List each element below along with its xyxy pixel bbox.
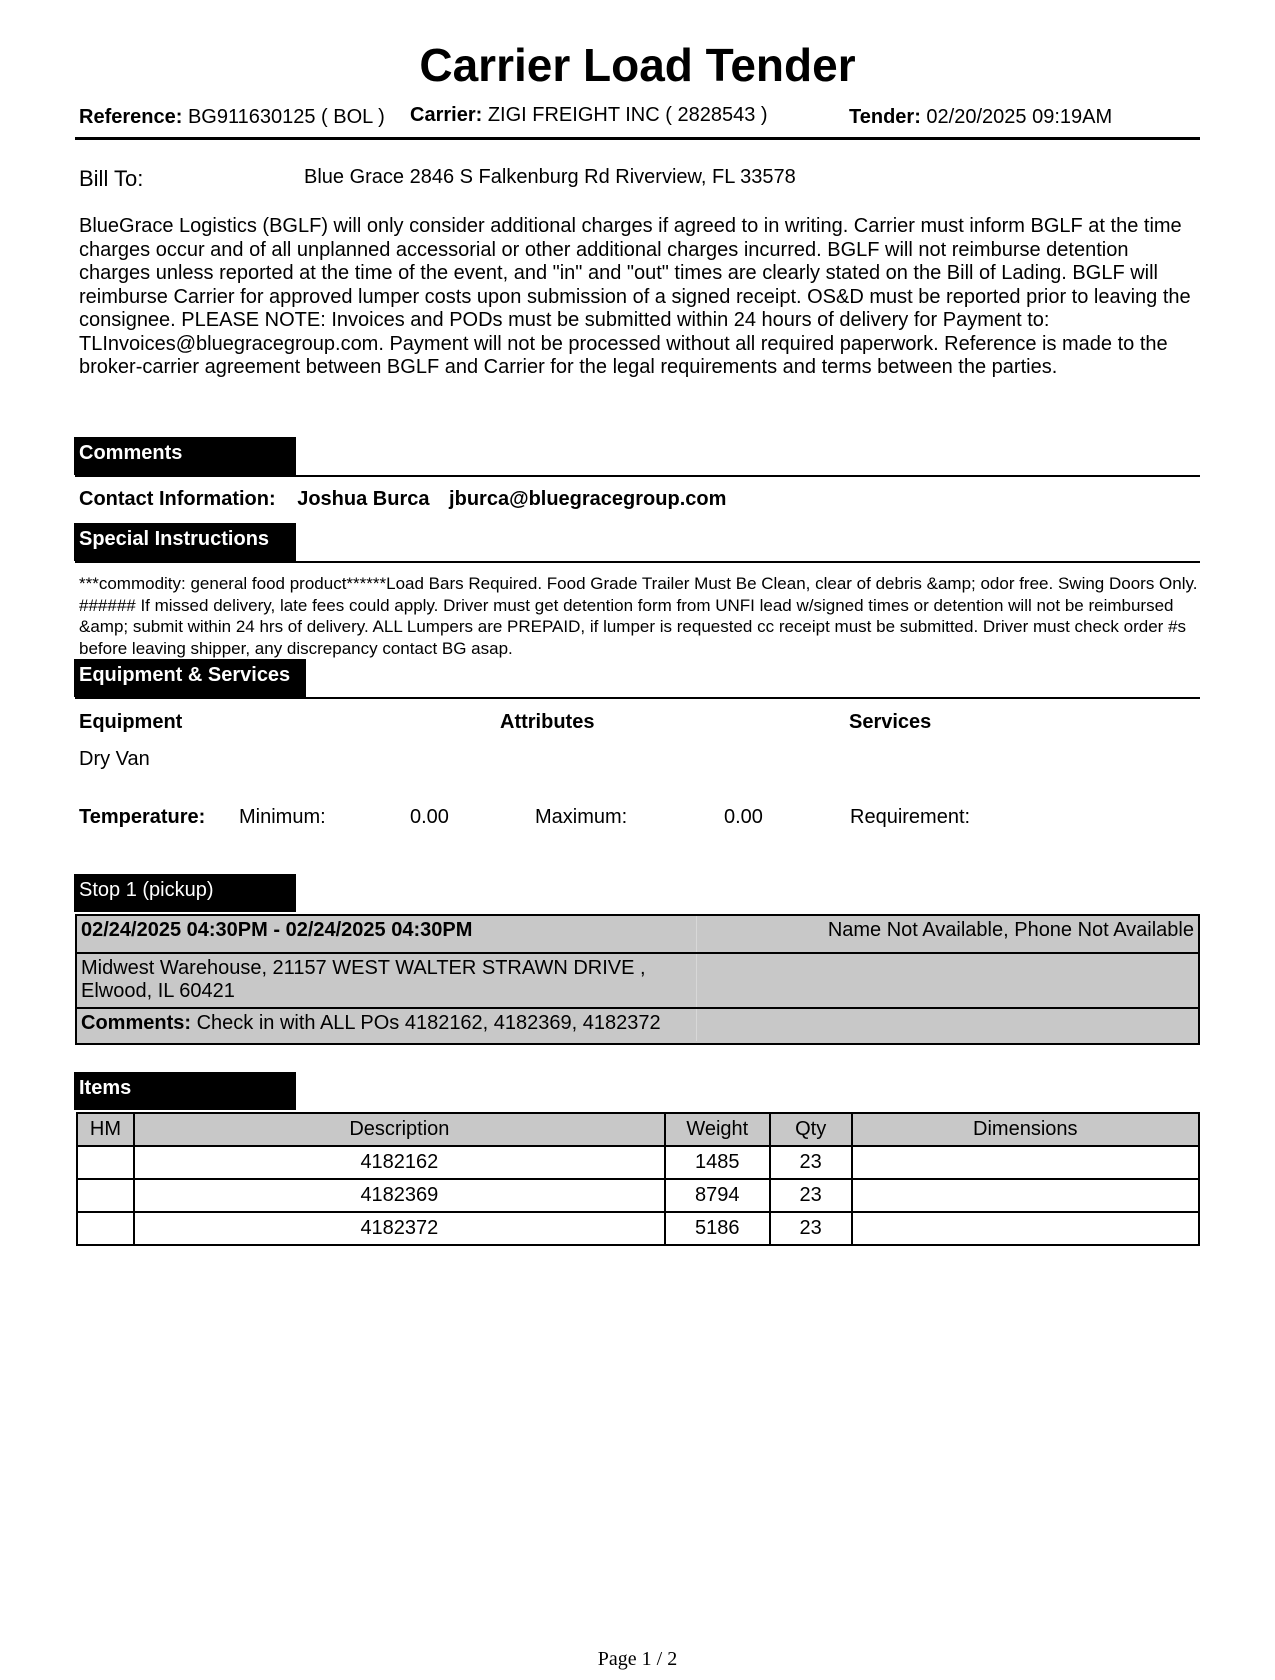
item-description: 4182162 bbox=[134, 1146, 665, 1179]
item-description: 4182372 bbox=[134, 1212, 665, 1245]
stop-1-comments-value: Check in with ALL POs 4182162, 4182369, 4182372 bbox=[196, 1012, 661, 1034]
equipment-value: Dry Van bbox=[79, 748, 150, 770]
contact-name: Joshua Burca bbox=[297, 488, 430, 510]
services-column-header: Services bbox=[849, 711, 932, 733]
stop-1-comments-label: Comments: bbox=[81, 1012, 192, 1034]
stop-1-address-line1: Midwest Warehouse, 21157 WEST WALTER STRAWN DRIVE , bbox=[81, 957, 646, 979]
page-number: Page 1 / 2 bbox=[597, 1648, 678, 1670]
contact-email: jburca@bluegracegroup.com bbox=[449, 488, 727, 510]
reference-value: BG911630125 ( BOL ) bbox=[187, 106, 385, 128]
temperature-max-value: 0.00 bbox=[724, 806, 763, 828]
special-instructions-heading: Special Instructions bbox=[74, 523, 296, 561]
item-description: 4182369 bbox=[134, 1179, 665, 1212]
items-heading: Items bbox=[74, 1072, 296, 1110]
stop-1-contact: Name Not Available, Phone Not Available bbox=[827, 919, 1194, 941]
contact-information bbox=[79, 488, 726, 511]
items-table bbox=[76, 1112, 1200, 1246]
column-header-weight: Weight bbox=[665, 1113, 770, 1146]
stop-1-details bbox=[75, 914, 1200, 1045]
carrier-label: Carrier: bbox=[410, 104, 483, 126]
stop-1-address bbox=[77, 954, 697, 1007]
column-header-qty: Qty bbox=[770, 1113, 852, 1146]
equipment-services-heading: Equipment & Services bbox=[74, 659, 306, 697]
tender-field bbox=[849, 106, 1112, 129]
contact-label: Contact Information: bbox=[79, 488, 276, 510]
comments-heading: Comments bbox=[74, 437, 296, 475]
carrier-field bbox=[410, 104, 768, 127]
tender-label: Tender: bbox=[849, 106, 921, 128]
stop-1-datetime: 02/24/2025 04:30PM - 02/24/2025 04:30PM bbox=[77, 916, 697, 952]
tender-value: 02/20/2025 09:19AM bbox=[926, 106, 1113, 128]
special-instructions-text: ***commodity: general food product******Load Bars Required. Food Grade Trailer Must Be Clean, clear of debris &amp; odor free. Swing Doors Only. ###### If missed delivery, late fees could apply. Driver must get detention form from UNFI lead w/signed times or detention will not be reimbursed &amp; submit within 24 hrs of delivery. ALL Lumpers are PREPAID, if lumper is requested cc receipt must be submitted. Driver must check order #s before leaving shipper, any discrepancy contact BG asap. bbox=[79, 574, 1198, 658]
item-hm bbox=[77, 1146, 134, 1179]
item-weight: 1485 bbox=[665, 1146, 770, 1179]
header-divider bbox=[75, 137, 1200, 140]
table-row bbox=[77, 1212, 1199, 1245]
item-qty: 23 bbox=[770, 1146, 852, 1179]
stop-1-comments-row bbox=[77, 1009, 1198, 1043]
temperature-max-label: Maximum: bbox=[535, 806, 628, 828]
column-header-description: Description bbox=[134, 1113, 665, 1146]
carrier-value: ZIGI FREIGHT INC ( 2828543 ) bbox=[487, 104, 768, 126]
bill-to-address: Blue Grace 2846 S Falkenburg Rd Riverview, FL 33578 bbox=[304, 166, 796, 188]
item-dimensions bbox=[852, 1179, 1199, 1212]
temperature-label: Temperature: bbox=[79, 806, 206, 828]
item-weight: 5186 bbox=[665, 1212, 770, 1245]
stop-1-address-row bbox=[77, 954, 1198, 1009]
bill-to-label: Bill To: bbox=[79, 166, 144, 191]
stop-1-heading: Stop 1 (pickup) bbox=[74, 874, 296, 912]
temperature-min-value: 0.00 bbox=[410, 806, 449, 828]
column-header-hm: HM bbox=[77, 1113, 134, 1146]
attributes-column-header: Attributes bbox=[500, 711, 595, 733]
equipment-services-divider bbox=[75, 697, 1200, 699]
stop-1-address-line2: Elwood, IL 60421 bbox=[81, 980, 235, 1002]
comments-divider bbox=[75, 475, 1200, 477]
stop-1-comments bbox=[77, 1009, 697, 1041]
stop-1-time-row bbox=[77, 916, 1198, 954]
item-dimensions bbox=[852, 1146, 1199, 1179]
item-qty: 23 bbox=[770, 1212, 852, 1245]
temperature-min-label: Minimum: bbox=[239, 806, 326, 828]
terms-paragraph: BlueGrace Logistics (BGLF) will only consider additional charges if agreed to in writing. Carrier must inform BGLF at the time charges occur and of all unplanned accessorial or other additional charges incurred. BGLF will not reimburse detention charges unless reported at the time of the event, and "in" and "out" times are clearly stated on the Bill of Lading. BGLF will reimburse Carrier for approved lumper costs upon submission of a signed receipt. OS&D must be reported prior to leaving the consignee. PLEASE NOTE: Invoices and PODs must be submitted within 24 hours of delivery for Payment to: TLInvoices@bluegracegroup.com. Payment will not be processed without all required paperwork. Reference is made to the broker-carrier agreement between BGLF and Carrier for the legal requirements and terms between the parties. bbox=[79, 215, 1191, 378]
special-instructions-divider bbox=[75, 561, 1200, 563]
item-qty: 23 bbox=[770, 1179, 852, 1212]
item-hm bbox=[77, 1212, 134, 1245]
equipment-column-header: Equipment bbox=[79, 711, 183, 733]
item-dimensions bbox=[852, 1212, 1199, 1245]
reference-field bbox=[79, 106, 385, 129]
document-title: Carrier Load Tender bbox=[419, 39, 856, 91]
column-header-dimensions: Dimensions bbox=[852, 1113, 1199, 1146]
requirement-label: Requirement: bbox=[850, 806, 971, 828]
reference-label: Reference: bbox=[79, 106, 183, 128]
item-hm bbox=[77, 1179, 134, 1212]
item-weight: 8794 bbox=[665, 1179, 770, 1212]
items-header-row bbox=[77, 1113, 1199, 1146]
table-row bbox=[77, 1146, 1199, 1179]
table-row bbox=[77, 1179, 1199, 1212]
